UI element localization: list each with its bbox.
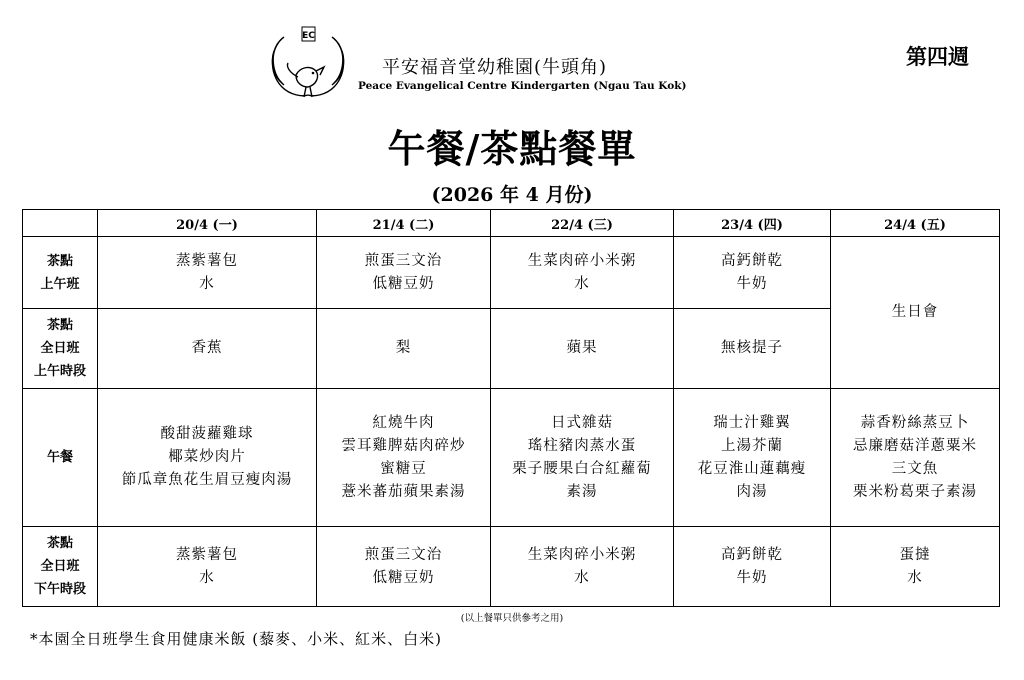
menu-cell: 酸甜菠蘿雞球 椰菜炒肉片 節瓜章魚花生眉豆瘦肉湯	[98, 389, 317, 527]
page-title: 午餐/茶點餐單	[387, 126, 637, 171]
menu-cell: 生菜肉碎小米粥 水	[491, 237, 674, 309]
table-row	[23, 389, 1000, 527]
school-name-en: Peace Evangelical Centre Kindergarten (Ngau Tau Kok)	[358, 80, 687, 92]
menu-cell: 煎蛋三文治 低糖豆奶	[317, 237, 491, 309]
row-label: 午餐	[23, 389, 98, 527]
menu-cell: 高鈣餅乾 牛奶	[674, 527, 831, 607]
column-header	[23, 210, 98, 237]
logo-text: EC	[302, 31, 315, 41]
reference-note: (以上餐單只供參考之用)	[460, 613, 564, 624]
menu-cell: 瑞士汁雞翼 上湯芥蘭 花豆淮山蓮藕瘦 肉湯	[674, 389, 831, 527]
menu-cell: 蒸紫薯包 水	[98, 237, 317, 309]
row-label: 茶點 上午班	[23, 237, 98, 309]
menu-cell: 梨	[317, 309, 491, 389]
footer-note: *本園全日班學生食用健康米飯 (藜麥、小米、紅米、白米)	[30, 630, 442, 648]
school-name-zh: 平安福音堂幼稚園(牛頭角)	[382, 57, 608, 78]
menu-cell: 蛋撻 水	[831, 527, 1000, 607]
school-logo	[262, 25, 354, 107]
column-header: 20/4 (一)	[98, 210, 317, 237]
menu-cell: 高鈣餅乾 牛奶	[674, 237, 831, 309]
week-label: 第四週	[906, 44, 969, 69]
header-row	[23, 210, 1000, 237]
page-subtitle: (2026 年 4 月份)	[431, 184, 593, 206]
table-row	[23, 527, 1000, 607]
column-header: 23/4 (四)	[674, 210, 831, 237]
column-header: 24/4 (五)	[831, 210, 1000, 237]
column-header: 21/4 (二)	[317, 210, 491, 237]
menu-cell: 煎蛋三文治 低糖豆奶	[317, 527, 491, 607]
menu-cell: 日式雜菇 瑤柱豬肉蒸水蛋 栗子腰果白合紅蘿蔔 素湯	[491, 389, 674, 527]
row-label: 茶點 全日班 上午時段	[23, 309, 98, 389]
menu-cell: 紅燒牛肉 雲耳雞脾菇肉碎炒 蜜糖豆 薏米蕃茄蘋果素湯	[317, 389, 491, 527]
column-header: 22/4 (三)	[491, 210, 674, 237]
menu-cell: 蒜香粉絲蒸豆卜 忌廉磨菇洋蔥粟米 三文魚 栗米粉葛栗子素湯	[831, 389, 1000, 527]
row-label: 茶點 全日班 下午時段	[23, 527, 98, 607]
birthday-party-cell: 生日會	[831, 237, 1000, 389]
menu-table	[22, 209, 1000, 607]
menu-cell: 無核提子	[674, 309, 831, 389]
menu-cell: 香蕉	[98, 309, 317, 389]
menu-cell: 蒸紫薯包 水	[98, 527, 317, 607]
menu-cell: 蘋果	[491, 309, 674, 389]
menu-cell: 生菜肉碎小米粥 水	[491, 527, 674, 607]
table-row	[23, 237, 1000, 309]
